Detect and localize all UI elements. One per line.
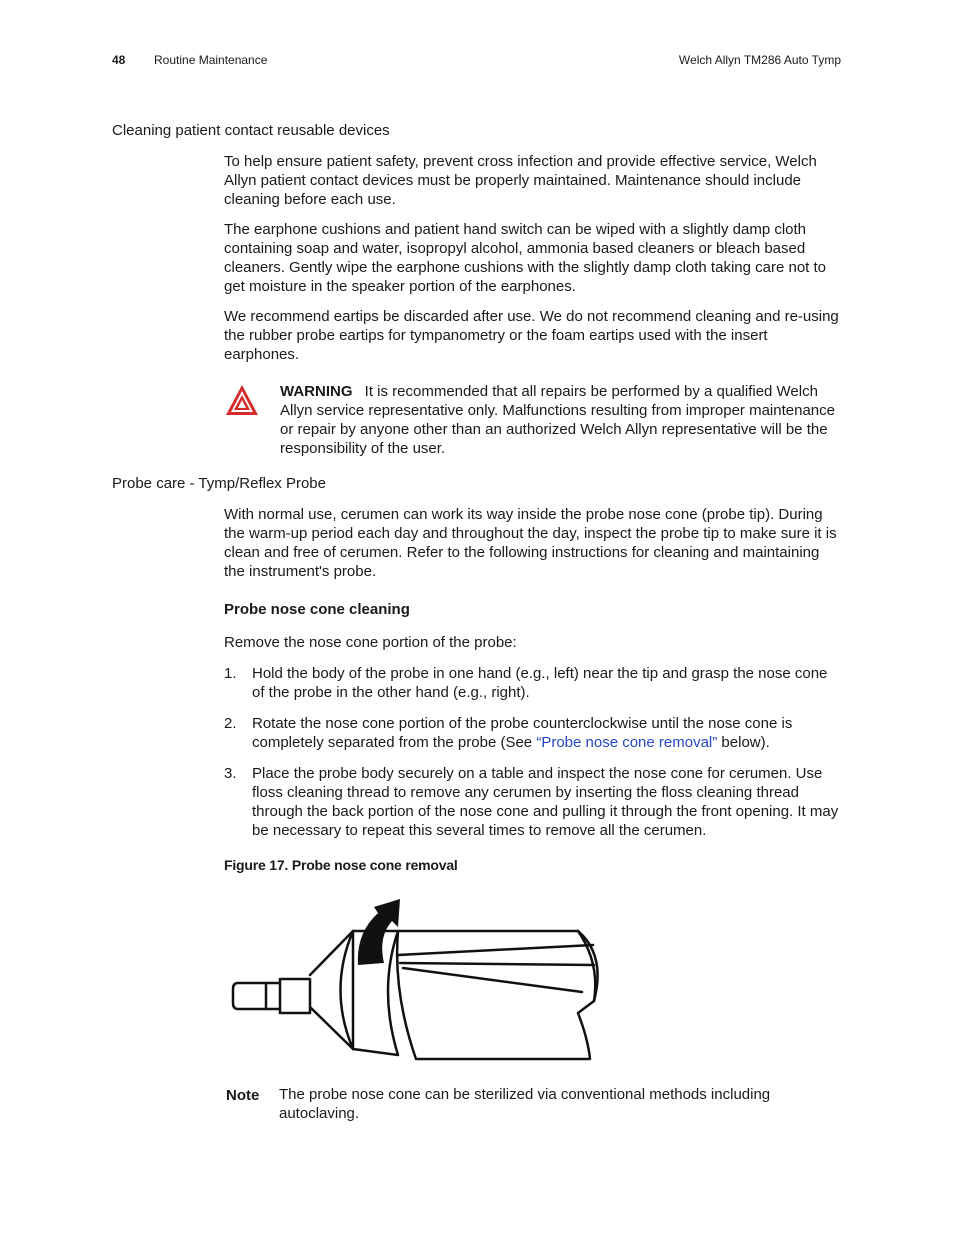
warning-block (280, 382, 842, 458)
list-item-number: 1. (224, 665, 237, 682)
running-document-title: Welch Allyn TM286 Auto Tymp (678, 53, 841, 67)
steps-intro (224, 633, 842, 652)
cleaning-paragraph-2 (224, 220, 842, 296)
list-item-number: 2. (224, 715, 237, 732)
running-section-title: Routine Maintenance (154, 53, 268, 67)
probe-nose-cone-illustration (228, 893, 604, 1063)
cleaning-paragraph-3 (224, 307, 842, 364)
warning-triangle-icon (224, 383, 260, 417)
figure-cross-reference-link[interactable]: “Probe nose cone removal” (536, 734, 718, 751)
list-item (224, 714, 842, 752)
list-item (224, 664, 842, 702)
list-item-text: Hold the body of the probe in one hand (e.g., left) near the tip and grasp the nose cone of the probe in the other hand (e.g., right). (252, 665, 828, 701)
list-item-text-end: below). (717, 734, 770, 751)
list-item-text: Place the probe body securely on a table and inspect the nose cone for cerumen. Use floss cleaning thread to remove any cerumen by inserting the floss cleaning thread through the back portion of the nose cone and pulling it through the front opening. It may be necessary to repeat this several times to remove all the cerumen. (252, 765, 839, 839)
paragraph-text: To help ensure patient safety, prevent cross infection and provide effective service, Welch Allyn patient contact devices must be properly maintained. Maintenance should include cleaning before each use. (224, 153, 817, 208)
cleaning-paragraph-1 (224, 152, 842, 209)
list-item (224, 764, 842, 840)
paragraph-text: With normal use, cerumen can work its way inside the probe nose cone (probe tip). During the warm-up period each day and throughout the day, inspect the probe tip to make sure it is clean and free of cerumen. Refer to the following instructions for cleaning and maintaining the instrument's probe. (224, 506, 837, 580)
probe-care-paragraph (224, 505, 842, 581)
paragraph-text: Remove the nose cone portion of the probe: (224, 634, 517, 651)
page-number: 48 (112, 53, 126, 67)
list-item-text (252, 714, 842, 752)
figure-caption: Figure 17. Probe nose cone removal (224, 857, 458, 873)
note-label: Note (226, 1087, 260, 1104)
section-heading-cleaning: Cleaning patient contact reusable devices (112, 122, 390, 139)
subheading-probe-nose-cone-cleaning: Probe nose cone cleaning (224, 601, 410, 618)
paragraph-text: The earphone cushions and patient hand switch can be wiped with a slightly damp cloth containing soap and water, isopropyl alcohol, ammonia based cleaners or bleach based cleaners. Gently wipe the earphone cushions with the slightly damp cloth taking care not to get moisture in the speaker portion of the earphones. (224, 221, 827, 295)
list-item-text-start: Rotate the nose cone portion of the probe counterclockwise until the nose cone is completely separated from the probe (See (252, 715, 793, 751)
warning-label: WARNING (280, 383, 353, 400)
section-heading-probe-care: Probe care - Tymp/Reflex Probe (112, 475, 326, 492)
list-item-number: 3. (224, 765, 237, 782)
warning-text: It is recommended that all repairs be performed by a qualified Welch Allyn service representative only. Malfunctions resulting from improper maintenance or repair by anyone other than an authorized Welch Allyn representative will be the responsibility of the user. (280, 383, 835, 457)
note-text: The probe nose cone can be sterilized via conventional methods including autoclaving. (279, 1086, 771, 1122)
paragraph-text: We recommend eartips be discarded after use. We do not recommend cleaning and re-using the rubber probe eartips for tympanometry or the foam eartips used with the insert earphones. (224, 308, 839, 363)
